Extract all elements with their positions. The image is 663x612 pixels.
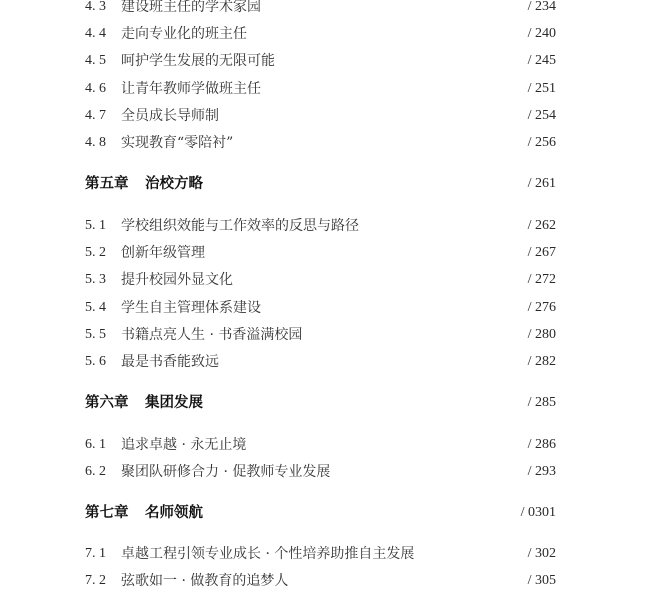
page-number: / 285 [527,395,556,410]
section-number: 4. 7 [85,108,106,123]
toc-entry-row [0,241,663,265]
section-title: 追求卓越 · 永无止境 [121,437,247,453]
page-number: / 280 [527,327,556,342]
section-number: 4. 3 [85,0,106,14]
toc-entry-row [0,49,663,73]
chapter-label: 第七章 [85,504,129,521]
toc-entry-row [0,104,663,128]
section-number: 5. 3 [85,272,106,287]
page-number: / 282 [527,354,556,369]
section-number: 5. 2 [85,245,106,260]
section-title: 书籍点亮人生 · 书香溢满校园 [121,327,303,343]
toc-entry-row [0,0,663,19]
toc-entry-row [0,77,663,101]
page-number: / 254 [527,108,556,123]
page-number: / 234 [527,0,556,14]
section-title: 聚团队研修合力 · 促教师专业发展 [121,464,331,480]
page-number: / 261 [527,176,556,191]
section-number: 5. 4 [85,300,106,315]
chapter-title: 治校方略 [145,175,203,192]
section-title: 最是书香能致远 [121,354,219,370]
toc-chapter-row [0,501,663,525]
toc-entry-row [0,214,663,238]
section-title: 学生自主管理体系建设 [121,300,261,316]
toc-entry-row [0,323,663,347]
page-number: / 286 [527,437,556,452]
section-title: 呵护学生发展的无限可能 [121,53,275,69]
toc-entry-row [0,433,663,457]
page-number: / 272 [527,272,556,287]
page-number: / 293 [527,464,556,479]
page-number: / 276 [527,300,556,315]
chapter-title: 名师领航 [145,504,203,521]
section-title: 实现教育“零陪衬” [121,135,234,151]
toc-entry-row [0,569,663,593]
section-number: 7. 1 [85,546,106,561]
section-number: 5. 5 [85,327,106,342]
toc-entry-row [0,350,663,374]
section-number: 4. 4 [85,26,106,41]
section-number: 4. 8 [85,135,106,150]
section-title: 弦歌如一 · 做教育的追梦人 [121,573,289,589]
section-title: 建设班主任的学术家园 [121,0,261,15]
toc-chapter-row [0,172,663,196]
chapter-title: 集团发展 [145,394,203,411]
toc-entry-row [0,542,663,566]
page-number: / 245 [527,53,556,68]
section-number: 5. 1 [85,218,106,233]
section-title: 全员成长导师制 [121,108,219,124]
page-number: / 240 [527,26,556,41]
section-title: 学校组织效能与工作效率的反思与路径 [121,218,359,234]
page-number: / 305 [527,573,556,588]
section-title: 创新年级管理 [121,245,205,261]
section-number: 6. 2 [85,464,106,479]
toc-entry-row [0,131,663,155]
page-number: / 302 [527,546,556,561]
page-number: / 267 [527,245,556,260]
section-title: 走向专业化的班主任 [121,26,247,42]
chapter-label: 第五章 [85,175,129,192]
toc-entry-row [0,296,663,320]
section-number: 7. 2 [85,573,106,588]
toc-chapter-row [0,391,663,415]
section-title: 提升校园外显文化 [121,272,233,288]
section-number: 4. 6 [85,81,106,96]
section-title: 让青年教师学做班主任 [121,81,261,97]
chapter-label: 第六章 [85,394,129,411]
page-number: / 251 [527,81,556,96]
toc-entry-row [0,268,663,292]
section-number: 6. 1 [85,437,106,452]
page-number: / 256 [527,135,556,150]
page-number: / 262 [527,218,556,233]
section-number: 4. 5 [85,53,106,68]
toc-entry-row [0,22,663,46]
section-title: 卓越工程引领专业成长 · 个性培养助推自主发展 [121,546,415,562]
toc-entry-row [0,460,663,484]
section-number: 5. 6 [85,354,106,369]
page-number: / 0301 [520,505,556,520]
